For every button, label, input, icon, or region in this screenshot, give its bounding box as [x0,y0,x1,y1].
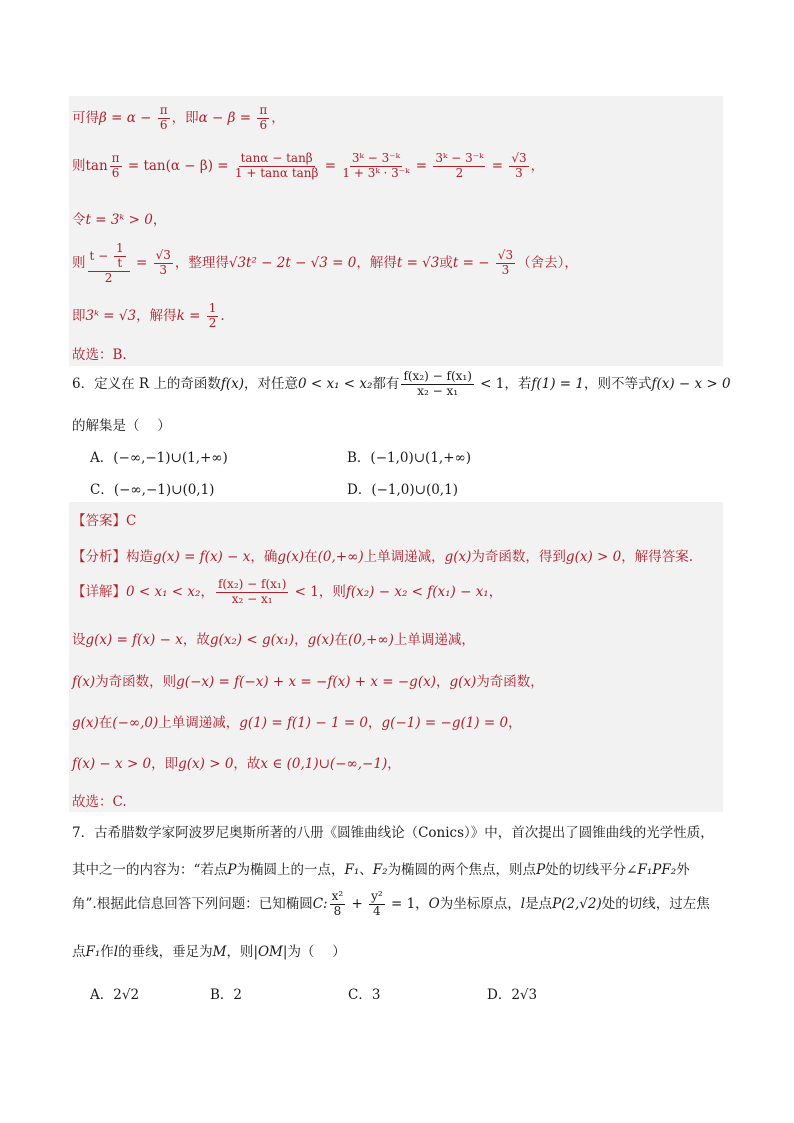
a6-detail-line5: f(x) − x > 0，即g(x) > 0，故x ∈ (0,1)∪(−∞,−1)， [72,756,401,772]
q6-option-d[interactable]: D．(−1,0)∪(0,1) [347,482,458,498]
solution5-line1: 可得β = α − $\frac{\pi}{6}$ ，即α − β = $\frac{\pi}{6}$ ， [72,103,285,132]
solution5-line2: 则tan $\frac{\pi}{6}$ = tan(α − β) = $\frac{\tan\alpha - \tan\beta}{\text{1 + tanα tanβ}}$ = $\frac{\text{3ᵏ − 3⁻ᵏ}}{\text{1 + 3ᵏ · 3⁻ᵏ}}$ = $\frac{\text{3ᵏ − 3⁻ᵏ}}{2}$ = $\frac{√3}{3}$ ， [72,151,545,180]
a6-detail-line1: 【详解】0 < x₁ < x₂， $\frac{\text{f(x₂) − f(x₁)}}{\text{x₂ − x₁}}$ < 1，则f(x₂) − x₂ < f(x₁) − x₁， [72,577,503,606]
q7-line2: 其中之一的内容为：“若点P为椭圆上的一点，F₁、F₂为椭圆的两个焦点，则点P处的切线平分∠F₁PF₂外 [72,862,690,878]
q7-option-b[interactable]: B．2 [210,987,243,1003]
solution5-line5: 即3ᵏ = √3，解得k = $\frac{1}{2}$ . [72,301,225,330]
q6-option-c[interactable]: C．(−∞,−1)∪(0,1) [90,482,215,498]
q7-line1: 7．古希腊数学家阿波罗尼奥斯所著的八册《圆锥曲线论（Conics）》中，首次提出了圆锥曲线的光学性质， [72,825,714,841]
a6-detail-line2: 设g(x) = f(x) − x，故g(x₂) < g(x₁)，g(x)在(0,+∞)上单调递减， [72,632,475,648]
solution5-line4: 则 t − $\frac{1}{t}$ 2 = $\frac{√3}{3}$ ，整理得√3t² − 2t − √3 = 0，解得t = √3或t = − $\frac{√3}{3}$ （舍去）， [72,241,578,285]
solution5-choice: 故选：B. [72,347,127,363]
q7-line3: 角”.根据此信息回答下列问题：已知椭圆C: $\frac{\text{x²}}{8}$ + $\frac{\text{y²}}{4}$ = 1，O为坐标原点，l是点P(2,√2)处的切线，过左焦 [72,889,710,918]
a6-answer: 【答案】C [72,513,137,529]
solution5-line3: 令t = 3ᵏ > 0， [72,212,167,228]
q6-line1: 6．定义在 R 上的奇函数f(x)，对任意0 < x₁ < x₂都有 $\frac{\text{f(x₂) − f(x₁)}}{\text{x₂ − x₁}}$ < 1，若f(1) = 1，则不等式f(x) − x > 0 [72,369,731,398]
a6-detail-line3: f(x)为奇函数，则g(−x) = f(−x) + x = −f(x) + x = −g(x)，g(x)为奇函数， [72,674,544,690]
q6-option-a[interactable]: A．(−∞,−1)∪(1,+∞) [90,450,228,466]
a6-detail-line4: g(x)在(−∞,0)上单调递减，g(1) = f(1) − 1 = 0，g(−1) = −g(1) = 0， [72,715,522,731]
q6-line2: 的解集是（ ） [72,418,171,434]
a6-analysis: 【分析】构造g(x) = f(x) − x，确g(x)在(0,+∞)上单调递减，g(x)为奇函数，得到g(x) > 0，解得答案. [72,549,693,565]
q7-option-d[interactable]: D．2√3 [487,987,538,1003]
q7-line4: 点F₁作l的垂线，垂足为M，则|OM|为（ ） [72,944,346,960]
q6-option-b[interactable]: B．(−1,0)∪(1,+∞) [347,450,472,466]
a6-choice: 故选：C. [72,794,127,810]
q7-option-c[interactable]: C．3 [348,987,381,1003]
q7-option-a[interactable]: A．2√2 [90,987,140,1003]
